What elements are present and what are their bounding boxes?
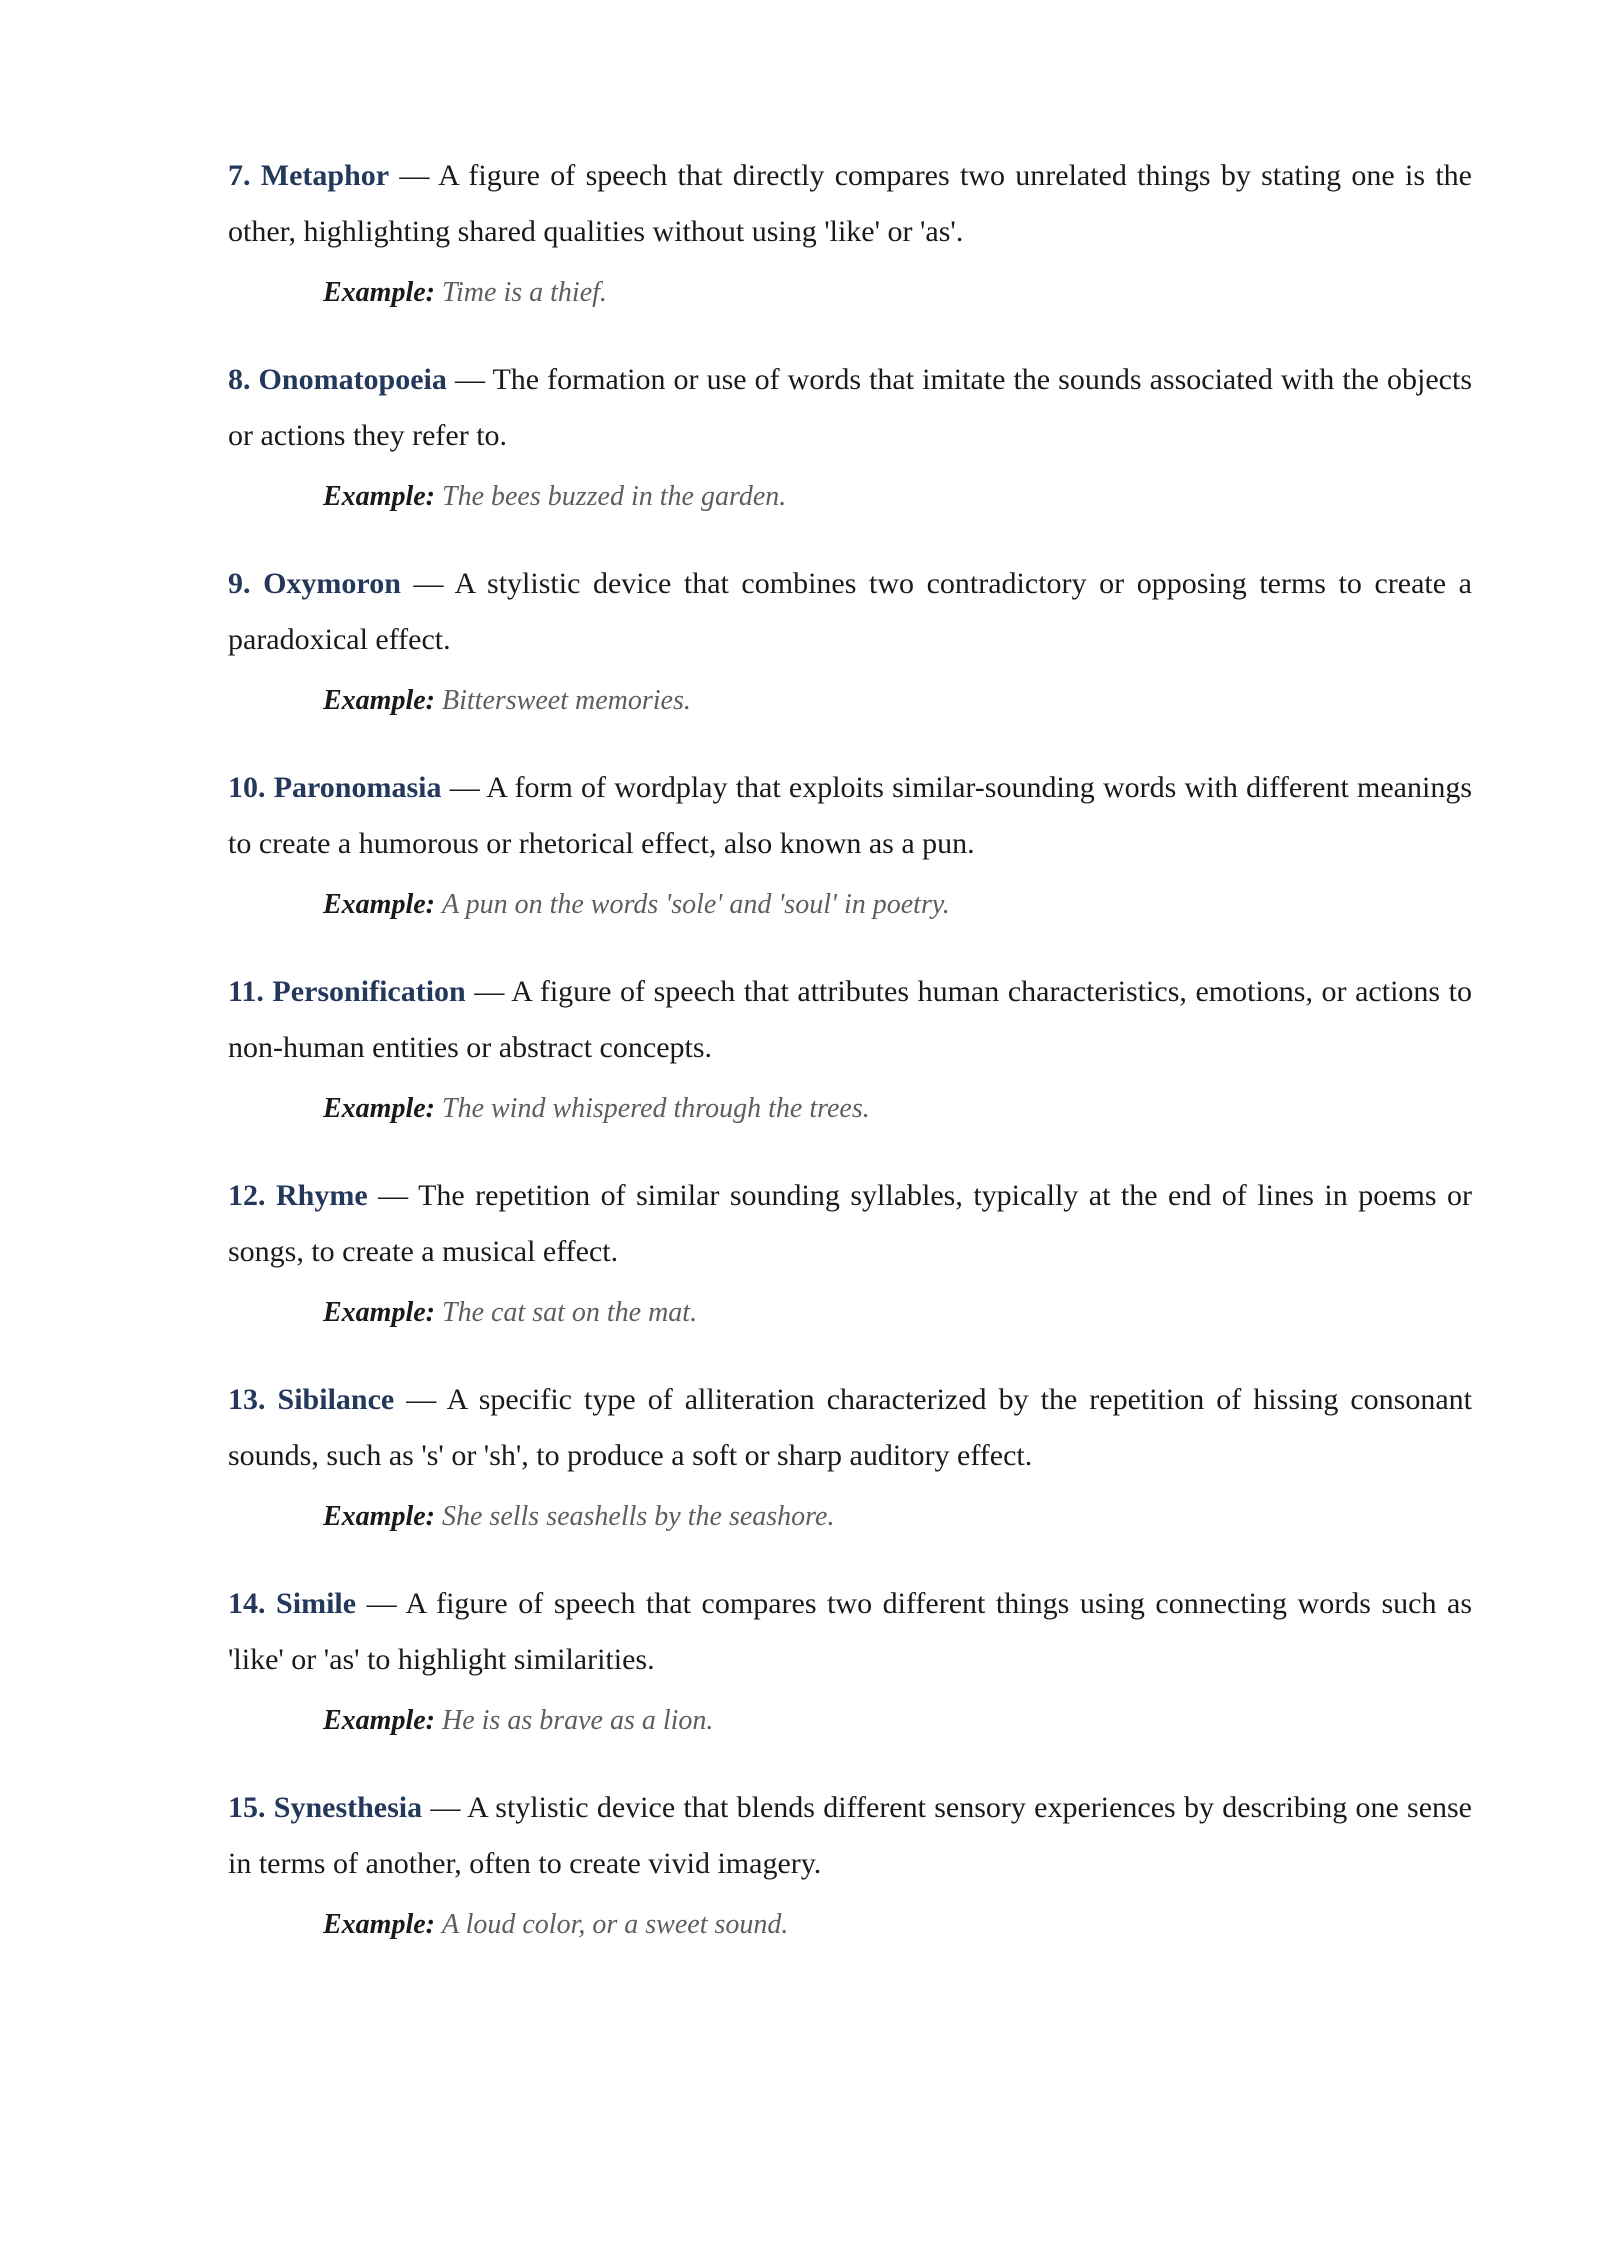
definition-text: A stylistic device that blends different sensory experiences by describing one sense in terms of another, often to create vivid imagery.: [228, 1791, 1473, 1880]
example-label: Example:: [323, 1909, 435, 1940]
definition-paragraph: [228, 760, 1472, 872]
glossary-entry-sibilance: [228, 1372, 1472, 1537]
definition-paragraph: [228, 1780, 1472, 1892]
definition-text: The formation or use of words that imitate the sounds associated with the objects or actions they refer to.: [228, 363, 1472, 452]
example-label: Example:: [323, 1093, 435, 1124]
definition-text: A figure of speech that attributes human characteristics, emotions, or actions to non-human entities or abstract concepts.: [228, 975, 1472, 1064]
definition-text: A specific type of alliteration characterized by the repetition of hissing consonant sounds, such as 's' or 'sh', to produce a soft or sharp auditory effect.: [228, 1383, 1472, 1472]
example-line: [323, 1905, 1472, 1945]
example-label: Example:: [323, 1297, 435, 1328]
example-text: A loud color, or a sweet sound.: [442, 1909, 789, 1940]
em-dash: —: [441, 771, 487, 804]
term-heading: 15. Synesthesia: [228, 1791, 423, 1824]
em-dash: —: [400, 567, 455, 600]
em-dash: —: [465, 975, 512, 1008]
definition-paragraph: [228, 148, 1472, 260]
example-text: Time is a thief.: [442, 277, 607, 308]
glossary-entry-metaphor: [228, 148, 1472, 313]
example-label: Example:: [323, 889, 435, 920]
example-line: [323, 885, 1472, 925]
example-label: Example:: [323, 1705, 435, 1736]
glossary-entry-rhyme: [228, 1168, 1472, 1333]
definition-paragraph: [228, 556, 1472, 668]
example-label: Example:: [323, 685, 435, 716]
em-dash: —: [367, 1179, 419, 1212]
document-page: [228, 148, 1472, 1984]
example-line: [323, 681, 1472, 721]
example-text: A pun on the words 'sole' and 'soul' in poetry.: [442, 889, 950, 920]
example-line: [323, 1089, 1472, 1129]
term-heading: 8. Onomatopoeia: [228, 363, 447, 396]
term-heading: 11. Personification: [228, 975, 466, 1008]
example-line: [323, 1293, 1472, 1333]
example-text: The bees buzzed in the garden.: [442, 481, 787, 512]
definition-text: A figure of speech that directly compares two unrelated things by stating one is the other, highlighting shared qualities without using 'like' or 'as'.: [228, 159, 1472, 248]
definition-paragraph: [228, 1576, 1472, 1688]
glossary-entry-paronomasia: [228, 760, 1472, 925]
term-heading: 13. Sibilance: [228, 1383, 395, 1416]
glossary-entry-simile: [228, 1576, 1472, 1741]
term-heading: 12. Rhyme: [228, 1179, 368, 1212]
definition-paragraph: [228, 1168, 1472, 1280]
example-label: Example:: [323, 481, 435, 512]
example-line: [323, 1701, 1472, 1741]
definition-text: A form of wordplay that exploits similar-sounding words with different meanings to create a humorous or rhetorical effect, also known as a pun.: [228, 771, 1472, 860]
definition-paragraph: [228, 352, 1472, 464]
definition-paragraph: [228, 1372, 1472, 1484]
definition-text: The repetition of similar sounding syllables, typically at the end of lines in poems or songs, to create a musical effect.: [228, 1179, 1473, 1268]
example-text: She sells seashells by the seashore.: [442, 1501, 835, 1532]
example-text: The cat sat on the mat.: [442, 1297, 698, 1328]
example-label: Example:: [323, 1501, 435, 1532]
example-label: Example:: [323, 277, 435, 308]
term-heading: 9. Oxymoron: [228, 567, 401, 600]
glossary-entry-synesthesia: [228, 1780, 1472, 1945]
glossary-entry-personification: [228, 964, 1472, 1129]
definition-text: A figure of speech that compares two different things using connecting words such as 'like' or 'as' to highlight similarities.: [228, 1587, 1472, 1676]
em-dash: —: [389, 159, 439, 192]
example-line: [323, 1497, 1472, 1537]
em-dash: —: [446, 363, 493, 396]
example-line: [323, 477, 1472, 517]
example-line: [323, 273, 1472, 313]
glossary-entry-oxymoron: [228, 556, 1472, 721]
term-heading: 7. Metaphor: [228, 159, 390, 192]
example-text: He is as brave as a lion.: [442, 1705, 714, 1736]
example-text: The wind whispered through the trees.: [442, 1093, 870, 1124]
definition-text: A stylistic device that combines two contradictory or opposing terms to create a paradoxical effect.: [228, 567, 1472, 656]
example-text: Bittersweet memories.: [442, 685, 691, 716]
term-heading: 14. Simile: [228, 1587, 357, 1620]
em-dash: —: [394, 1383, 447, 1416]
term-heading: 10. Paronomasia: [228, 771, 442, 804]
em-dash: —: [422, 1791, 467, 1824]
glossary-entry-onomatopoeia: [228, 352, 1472, 517]
em-dash: —: [356, 1587, 406, 1620]
definition-paragraph: [228, 964, 1472, 1076]
